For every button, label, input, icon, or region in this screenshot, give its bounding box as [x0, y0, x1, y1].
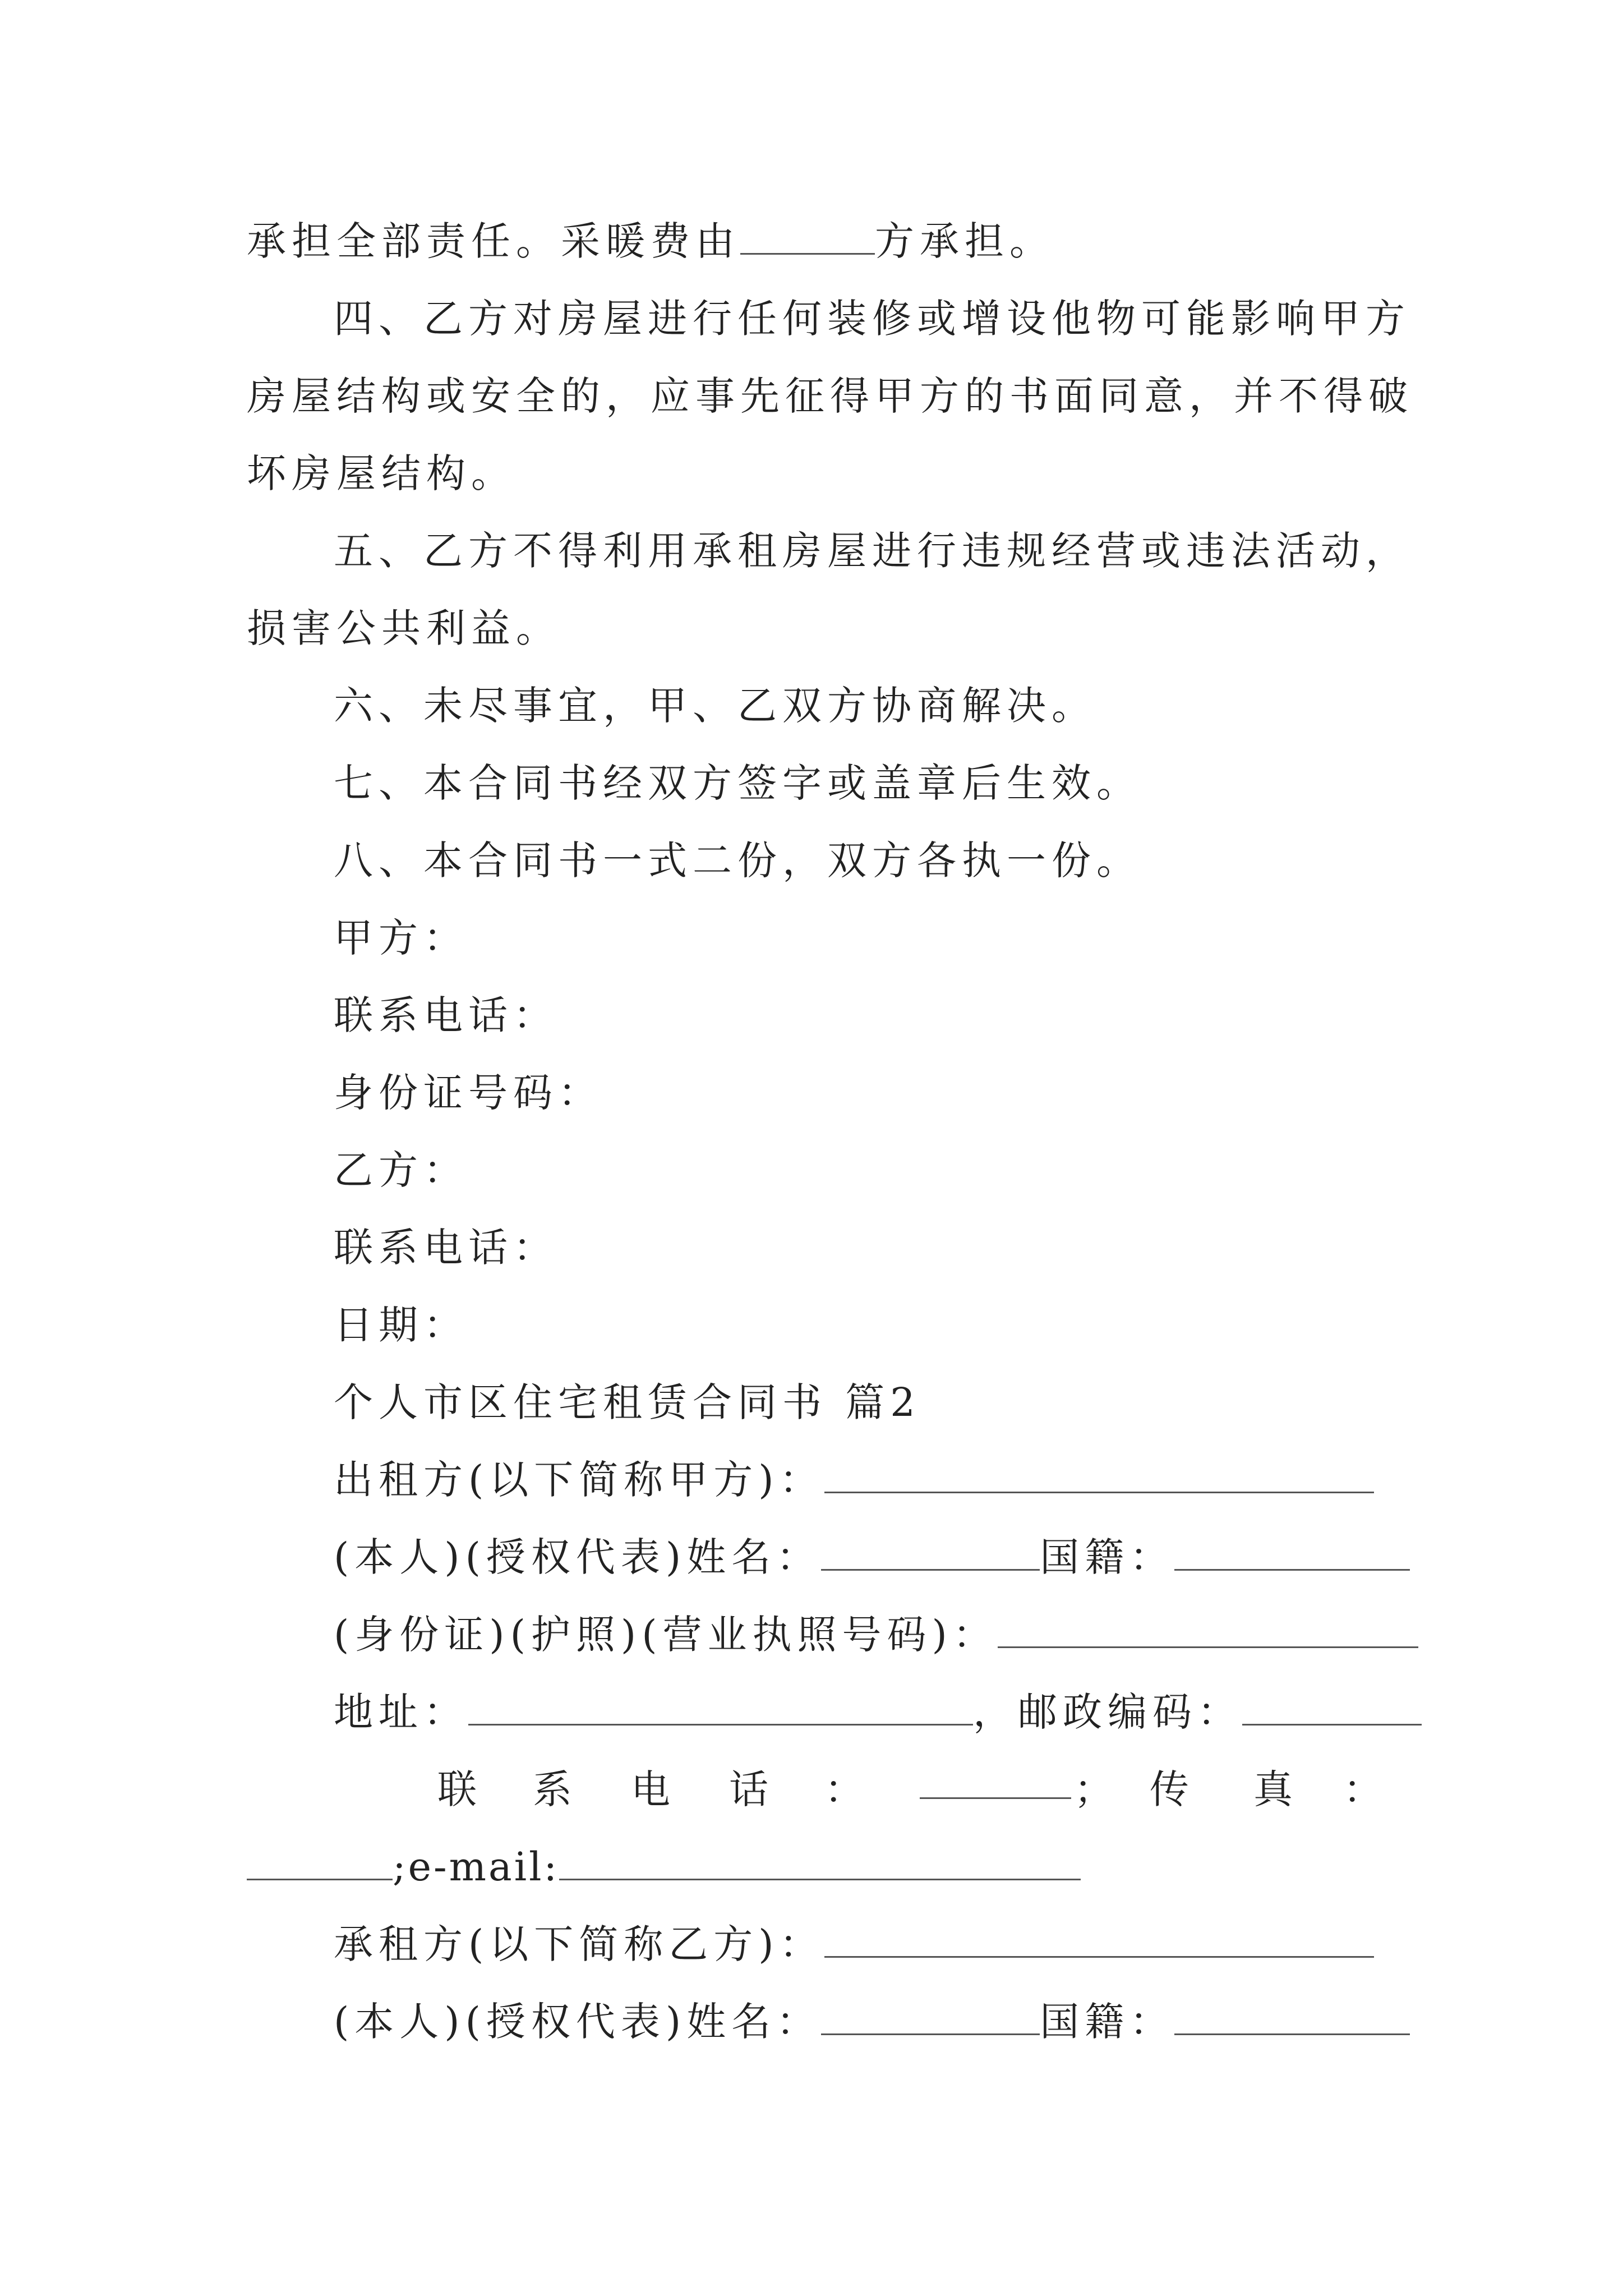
date-label: 日期： [334, 1302, 468, 1348]
clause-5-line-1: 五、乙方不得利用承租房屋进行违规经营或违法活动， [334, 528, 1410, 574]
text-span: ： [1343, 1766, 1382, 1812]
blank-line [824, 1457, 1374, 1493]
lessor-phone-fax-line [0, 1761, 1623, 1818]
party-b-label: 乙方： [334, 1147, 468, 1193]
blank-line [824, 1921, 1374, 1958]
blank-line [998, 1612, 1418, 1648]
party-a-id-label: 身份证号码： [334, 1070, 603, 1116]
text-span: 话 [729, 1766, 768, 1812]
blank-line [247, 1844, 393, 1880]
lessor-id-line [334, 1607, 1418, 1663]
blank-line [1242, 1689, 1422, 1726]
blank-line [1174, 1534, 1410, 1571]
lessee-name-line [334, 1994, 1410, 2050]
party-a-label: 甲方： [334, 915, 468, 961]
text-span: (本人)(授权代表)姓名： [334, 1999, 822, 2045]
fax-email-line [247, 1839, 1081, 1895]
text-span: ;e-mail: [393, 1844, 560, 1890]
text-span: 国籍： [1040, 1999, 1175, 2045]
text-span: ，邮政编码： [973, 1689, 1242, 1735]
text-span: 系 [533, 1766, 572, 1812]
text-span: 承租方(以下简称乙方)： [334, 1921, 824, 1967]
lessor-line [334, 1452, 1374, 1508]
text-span: 承担全部责任。采暖费由 [247, 218, 740, 264]
text-span: 真 [1253, 1766, 1293, 1812]
blank-line [1174, 1999, 1410, 2035]
blank-line [920, 1763, 1071, 1799]
text-span: 联 [437, 1766, 477, 1812]
lessee-line [334, 1916, 1374, 1972]
clause-4-line-1: 四、乙方对房屋进行任何装修或增设他物可能影响甲方 [334, 296, 1410, 342]
text-span: 方承担。 [875, 218, 1054, 264]
lessor-name-line [334, 1529, 1410, 1585]
text-span: ： [824, 1766, 864, 1812]
party-b-phone-label: 联系电话： [334, 1225, 558, 1271]
lessor-address-line [334, 1684, 1422, 1740]
clause-6: 六、未尽事宜，甲、乙双方协商解决。 [334, 683, 1096, 729]
clause-7: 七、本合同书经双方签字或盖章后生效。 [334, 760, 1141, 806]
text-span: 传 [1150, 1766, 1189, 1812]
blank-line [468, 1689, 973, 1726]
clause-8: 八、本合同书一式二份，双方各执一份。 [334, 838, 1141, 884]
text-span: 国籍： [1040, 1534, 1175, 1580]
section-title: 个人市区住宅租赁合同书 篇2 [334, 1379, 921, 1425]
blank-line [740, 218, 875, 255]
text-span: (身份证)(护照)(营业执照号码)： [334, 1612, 998, 1658]
blank-line [559, 1844, 1081, 1880]
party-a-phone-label: 联系电话： [334, 992, 558, 1038]
clause-4-line-2: 房屋结构或安全的，应事先征得甲方的书面同意，并不得破 [247, 373, 1413, 419]
text-span: ； [1074, 1766, 1113, 1812]
clause-5-line-2: 损害公共利益。 [247, 605, 561, 651]
text-span: 地址： [334, 1689, 468, 1735]
text-span: (本人)(授权代表)姓名： [334, 1534, 822, 1580]
clause-4-line-3: 坏房屋结构。 [247, 450, 516, 496]
paragraph-line-1 [247, 213, 1054, 269]
text-span: 出租方(以下简称甲方)： [334, 1457, 824, 1503]
blank-line [821, 1999, 1040, 2035]
text-span: 电 [631, 1766, 670, 1812]
blank-line [821, 1534, 1040, 1571]
